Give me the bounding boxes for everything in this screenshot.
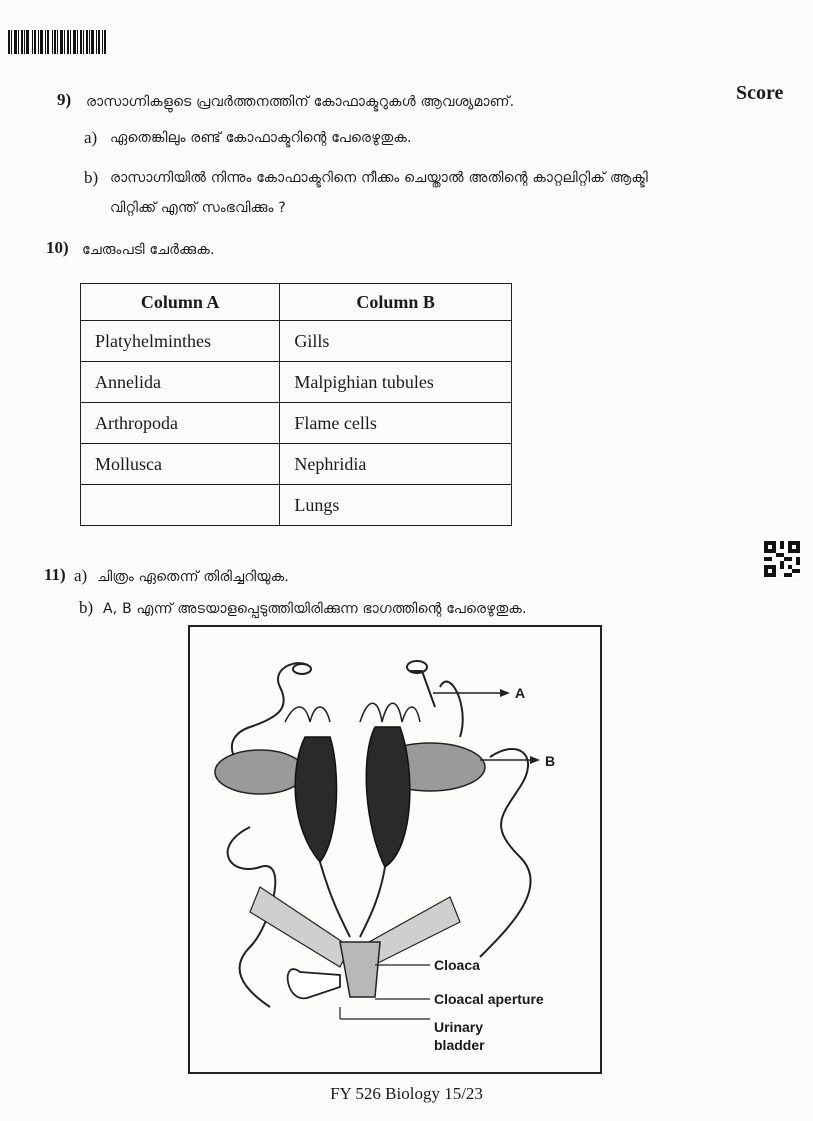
label-b: B xyxy=(545,753,556,769)
table-row xyxy=(81,444,512,485)
label-urinary-bladder-line1: Urinary xyxy=(434,1019,484,1035)
qr-code-icon xyxy=(764,541,800,577)
question-10-number: 10) xyxy=(46,238,69,257)
question-9b-label: b) xyxy=(84,168,99,187)
table-cell: Platyhelminthes xyxy=(81,321,280,362)
column-a-header: Column A xyxy=(81,284,280,321)
table-cell: Lungs xyxy=(280,485,512,526)
question-11a-label: a) xyxy=(74,566,88,585)
question-9-text: രാസാഗ്നികളുടെ പ്രവർത്തനത്തിന് കോഫാക്ടറുകൾ ആവശ്യമാണ്. xyxy=(86,94,515,110)
table-cell: Flame cells xyxy=(280,403,512,444)
question-9-number: 9) xyxy=(57,90,72,109)
column-b-header: Column B xyxy=(280,284,512,321)
question-11-number: 11) xyxy=(44,565,66,584)
question-9b-text-line1: രാസാഗ്നിയിൽ നിന്നും കോഫാക്ടറിനെ നീക്കം ചെയ്താൽ അതിന്റെ കാറ്റലിറ്റിക് ആക്ടി xyxy=(110,170,648,186)
table-cell: Arthropoda xyxy=(81,403,280,444)
table-cell: Mollusca xyxy=(81,444,280,485)
label-urinary-bladder-line2: bladder xyxy=(434,1037,485,1053)
table-cell: Annelida xyxy=(81,362,280,403)
table-cell: Malpighian tubules xyxy=(280,362,512,403)
table-header-row xyxy=(81,284,512,321)
label-cloacal-aperture: Cloacal aperture xyxy=(434,991,544,1007)
question-9b-text-line2: വിറ്റിക്ക് എന്ത് സംഭവിക്കും ? xyxy=(110,200,286,216)
table-cell: Nephridia xyxy=(280,444,512,485)
question-11a-text: ചിത്രം ഏതെന്ന് തിരിച്ചറിയുക. xyxy=(97,569,289,585)
table-row xyxy=(81,362,512,403)
question-11b-text: A, B എന്ന് അടയാളപ്പെടുത്തിയിരിക്കുന്ന ഭാഗത്തിന്റെ പേരെഴുതുക. xyxy=(103,601,527,617)
label-cloaca: Cloaca xyxy=(434,957,480,973)
label-a: A xyxy=(515,685,526,701)
table-row xyxy=(81,321,512,362)
question-10-text: ചേരുംപടി ചേർക്കുക. xyxy=(82,242,215,258)
question-9a-label: a) xyxy=(84,128,98,147)
table-row xyxy=(81,403,512,444)
table-row xyxy=(81,485,512,526)
matching-table xyxy=(80,283,512,526)
barcode xyxy=(8,30,134,54)
table-cell: Gills xyxy=(280,321,512,362)
score-label: Score xyxy=(736,82,784,104)
question-11b-label: b) xyxy=(79,598,94,617)
page-footer: FY 526 Biology 15/23 xyxy=(330,1084,483,1103)
table-cell xyxy=(81,485,280,526)
anatomy-figure xyxy=(188,625,602,1074)
question-9a-text: ഏതെങ്കിലും രണ്ട് കോഫാക്ടറിന്റെ പേരെഴുതുക. xyxy=(110,130,412,146)
